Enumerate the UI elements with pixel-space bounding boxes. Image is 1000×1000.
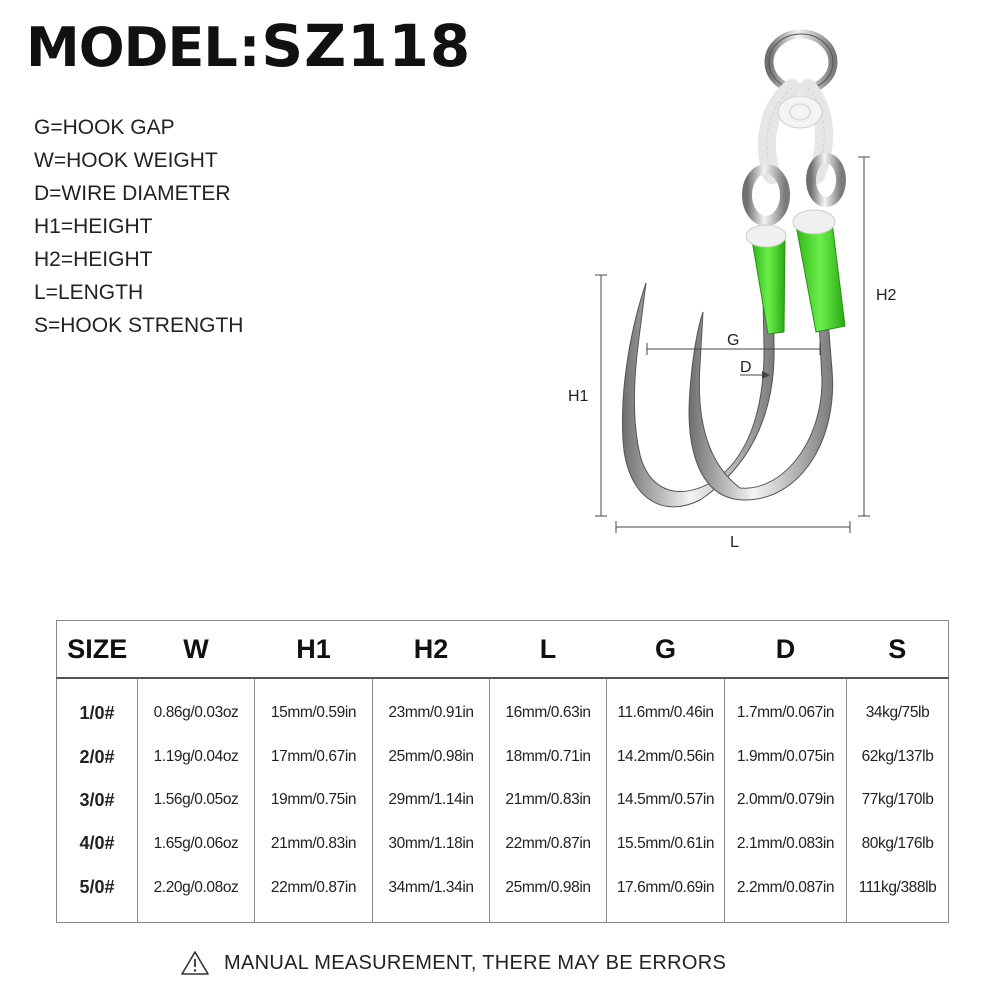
length-cell: 21mm/0.83in <box>490 779 607 822</box>
legend-item-h1: H1=HEIGHT <box>34 215 153 238</box>
legend-item-d: D=WIRE DIAMETER <box>34 182 231 205</box>
header-l: L <box>490 621 607 679</box>
strength-cell: 62kg/137lb <box>847 735 949 778</box>
spec-table <box>56 620 949 923</box>
header-s: S <box>847 621 949 679</box>
strength-cell: 34kg/75lb <box>847 678 949 735</box>
size-cell: 5/0# <box>57 866 138 923</box>
weight-cell: 0.86g/0.03oz <box>138 678 255 735</box>
h1-cell: 21mm/0.83in <box>255 822 373 865</box>
model-code: SZ118 <box>261 12 472 80</box>
gap-cell: 11.6mm/0.46in <box>607 678 725 735</box>
table-row <box>57 866 949 923</box>
disclaimer-text: MANUAL MEASUREMENT, THERE MAY BE ERRORS <box>224 951 727 974</box>
legend-item-h2: H2=HEIGHT <box>34 248 153 271</box>
weight-cell: 1.19g/0.04oz <box>138 735 255 778</box>
green-wrap-right <box>796 222 845 332</box>
strength-cell: 111kg/388lb <box>847 866 949 923</box>
h1-cell: 22mm/0.87in <box>255 866 373 923</box>
h2-cell: 34mm/1.34in <box>373 866 490 923</box>
green-wrap-left <box>752 236 785 334</box>
size-cell: 3/0# <box>57 779 138 822</box>
header-h2: H2 <box>373 621 490 679</box>
header-size: SIZE <box>57 621 138 679</box>
weight-cell: 1.56g/0.05oz <box>138 779 255 822</box>
measurement-disclaimer <box>180 950 726 976</box>
legend-item-g: G=HOOK GAP <box>34 116 175 139</box>
h1-cell: 17mm/0.67in <box>255 735 373 778</box>
dimension-legend <box>34 111 243 342</box>
legend-item-w: W=HOOK WEIGHT <box>34 149 218 172</box>
header-w: W <box>138 621 255 679</box>
hook-diagram <box>560 25 897 560</box>
label-g: G <box>727 332 740 349</box>
weight-cell: 2.20g/0.08oz <box>138 866 255 923</box>
table-row <box>57 822 949 865</box>
gap-cell: 14.5mm/0.57in <box>607 779 725 822</box>
h2-cell: 29mm/1.14in <box>373 779 490 822</box>
h1-cell: 19mm/0.75in <box>255 779 373 822</box>
table-row <box>57 735 949 778</box>
gap-cell: 15.5mm/0.61in <box>607 822 725 865</box>
h2-cell: 30mm/1.18in <box>373 822 490 865</box>
model-prefix: MODEL <box>26 16 237 79</box>
diameter-cell: 2.1mm/0.083in <box>725 822 847 865</box>
length-cell: 16mm/0.63in <box>490 678 607 735</box>
length-cell: 22mm/0.87in <box>490 822 607 865</box>
strength-cell: 80kg/176lb <box>847 822 949 865</box>
legend-item-s: S=HOOK STRENGTH <box>34 314 244 337</box>
length-cell: 25mm/0.98in <box>490 866 607 923</box>
header-h1: H1 <box>255 621 373 679</box>
diameter-cell: 2.0mm/0.079in <box>725 779 847 822</box>
warning-triangle-icon <box>180 950 210 976</box>
diameter-cell: 1.9mm/0.075in <box>725 735 847 778</box>
size-cell: 2/0# <box>57 735 138 778</box>
model-colon: : <box>238 16 260 79</box>
size-cell: 1/0# <box>57 678 138 735</box>
table-row <box>57 779 949 822</box>
diameter-cell: 1.7mm/0.067in <box>725 678 847 735</box>
diameter-cell: 2.2mm/0.087in <box>725 866 847 923</box>
weight-cell: 1.65g/0.06oz <box>138 822 255 865</box>
legend-item-l: L=LENGTH <box>34 281 144 304</box>
h2-cell: 23mm/0.91in <box>373 678 490 735</box>
strength-cell: 77kg/170lb <box>847 779 949 822</box>
label-l: L <box>730 534 739 551</box>
table-row <box>57 678 949 735</box>
h1-cell: 15mm/0.59in <box>255 678 373 735</box>
size-cell: 4/0# <box>57 822 138 865</box>
h2-cell: 25mm/0.98in <box>373 735 490 778</box>
header-g: G <box>607 621 725 679</box>
gap-cell: 17.6mm/0.69in <box>607 866 725 923</box>
label-d: D <box>740 359 752 376</box>
header-d: D <box>725 621 847 679</box>
model-title <box>26 12 471 80</box>
label-h1: H1 <box>568 388 589 405</box>
table-header-row <box>57 621 949 679</box>
gap-cell: 14.2mm/0.56in <box>607 735 725 778</box>
label-h2: H2 <box>876 287 897 304</box>
length-cell: 18mm/0.71in <box>490 735 607 778</box>
